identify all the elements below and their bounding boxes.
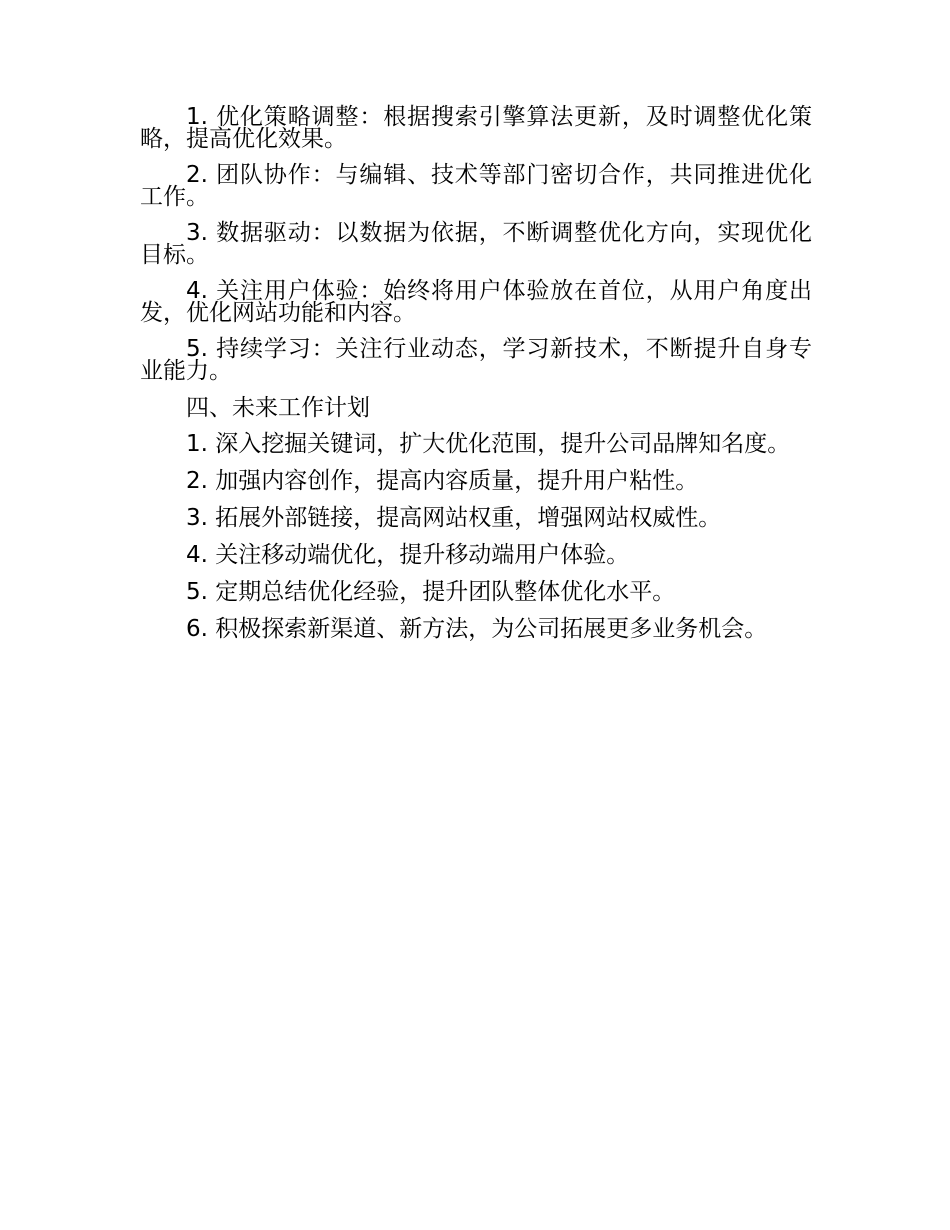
strategy-paragraph-3: 3. 数据驱动：以数据为依据，不断调整优化方向，实现优化目标。 (140, 220, 812, 268)
section-heading: 四、未来工作计划 (186, 395, 370, 421)
plan-item-5: 5. 定期总结优化经验，提升团队整体优化水平。 (186, 579, 676, 605)
strategy-paragraph-1: 1. 优化策略调整：根据搜索引擎算法更新，及时调整优化策略，提高优化效果。 (140, 104, 812, 152)
plan-item-2: 2. 加强内容创作，提高内容质量，提升用户粘性。 (186, 468, 699, 494)
strategy-paragraph-2: 2. 团队协作：与编辑、技术等部门密切合作，共同推进优化工作。 (140, 162, 812, 210)
plan-item-4: 4. 关注移动端优化，提升移动端用户体验。 (186, 542, 630, 568)
strategy-paragraph-4: 4. 关注用户体验：始终将用户体验放在首位，从用户角度出发，优化网站功能和内容。 (140, 278, 812, 326)
plan-item-3: 3. 拓展外部链接，提高网站权重，增强网站权威性。 (186, 505, 722, 531)
document-body (140, 106, 812, 654)
plan-item-1: 1. 深入挖掘关键词，扩大优化范围，提升公司品牌知名度。 (186, 431, 791, 457)
plan-item-6: 6. 积极探索新渠道、新方法，为公司拓展更多业务机会。 (186, 616, 768, 642)
strategy-paragraph-5: 5. 持续学习：关注行业动态，学习新技术，不断提升自身专业能力。 (140, 336, 812, 384)
